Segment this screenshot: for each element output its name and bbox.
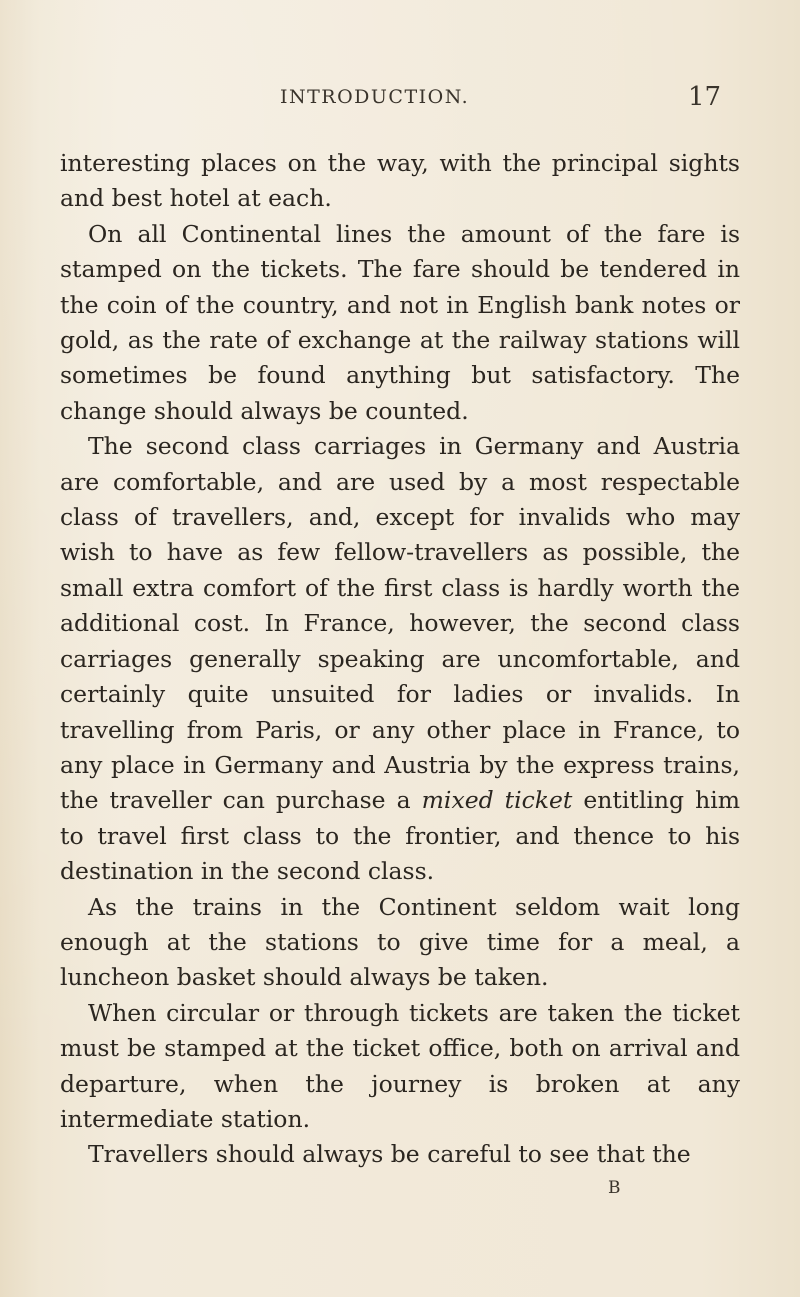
body-text <box>60 146 740 1173</box>
paragraph-continued: interesting places on the way, with the principal sights and best hotel at each. <box>60 149 740 213</box>
paragraph-luncheon: As the trains in the Continent seldom wait long enough at the stations to give time for a meal, a luncheon basket should always be taken. <box>60 892 740 992</box>
paragraph-carriages-text-b: entitling him to travel first class to the frontier, and thence to his destination in the second class. <box>60 786 741 886</box>
running-head <box>0 78 800 118</box>
paragraph-carriages <box>60 429 740 889</box>
mixed-ticket-term: mixed ticket <box>421 786 573 815</box>
paragraph-tickets: When circular or through tickets are taken the ticket must be stamped at the ticket office, both on arrival and departure, when the journey is broken at any intermediate station. <box>60 998 740 1133</box>
signature-mark: B <box>608 1178 621 1198</box>
paragraph-carriages-text-a: The second class carriages in Germany and Austria are comfortable, and are used by a most respectable class of travellers, and, except for invalids who may wish to have as few fellow-travellers as possible, the small extra comfort of the first class is hardly worth the additional cost. In France, however, the second class carriages generally speaking are uncomfortable, and certainly quite unsuited for ladies or invalids. In travelling from Paris, or any other place in France, to any place in Germany and Austria by the express trains, the traveller can purchase a <box>60 432 740 815</box>
page-number: 17 <box>688 82 722 112</box>
chapter-title: INTRODUCTION. <box>280 86 470 108</box>
paragraph-travellers: Travellers should always be careful to see that the <box>88 1140 691 1169</box>
paragraph-fares: On all Continental lines the amount of the fare is stamped on the tickets. The fare should be tendered in the coin of the country, and not in English bank notes or gold, as the rate of exchange at the railway stations will sometimes be found anything but satisfactory. The change should always be counted. <box>60 219 740 425</box>
